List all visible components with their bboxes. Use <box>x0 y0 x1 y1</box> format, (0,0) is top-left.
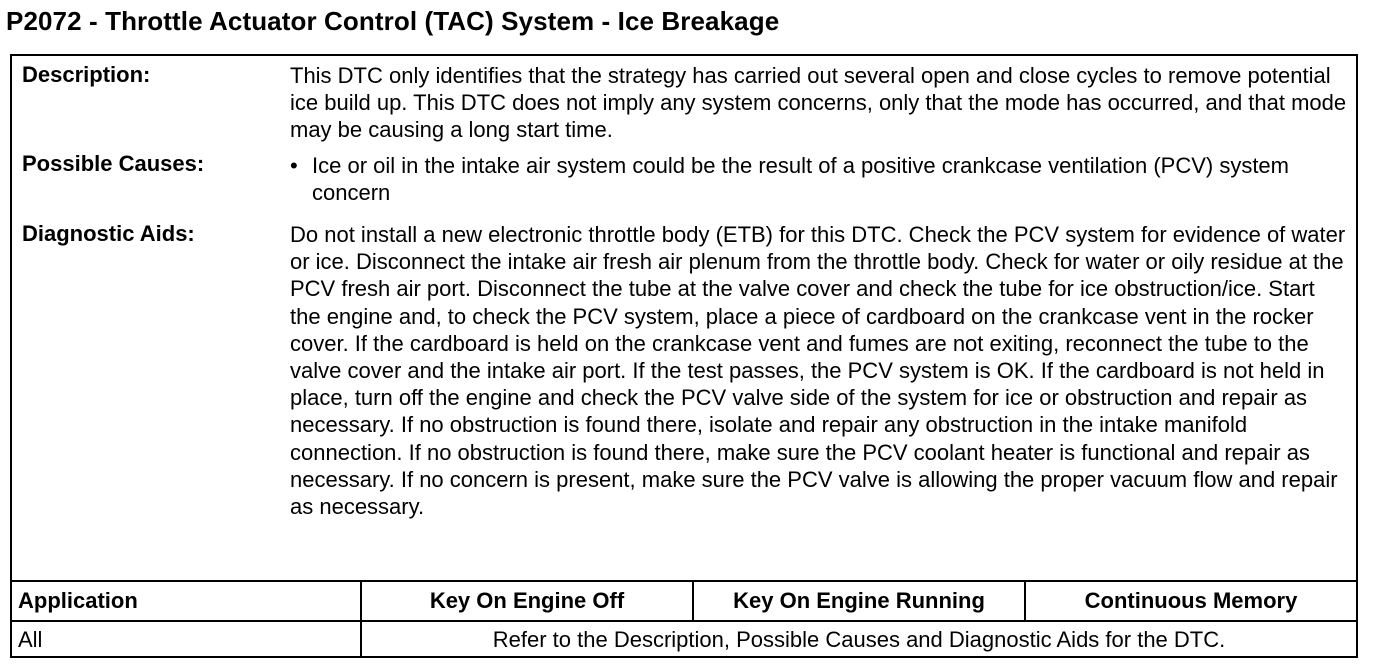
description-text: This DTC only identifies that the strategy has carried out several open and close cycles to remove potential ice build up. This DTC does not imply any system concerns, only that the mode has occurred, and that mode may be causing a long start time. <box>290 63 1347 143</box>
description-label: Description: <box>22 62 151 87</box>
application-note: Refer to the Description, Possible Causes and Diagnostic Aids for the DTC. <box>492 627 1226 652</box>
possible-causes-list <box>290 152 1350 206</box>
bullet-icon: • <box>290 153 298 178</box>
dtc-info-box <box>10 54 1358 658</box>
header-key-on-engine-off: Key On Engine Off <box>362 582 694 620</box>
page-title: P2072 - Throttle Actuator Control (TAC) System - Ice Breakage <box>6 6 780 36</box>
diagnostic-aids-text: Do not install a new electronic throttle body (ETB) for this DTC. Check the PCV system for evidence of water or ice. Disconnect the intake air fresh air plenum from the throttle body. Check for water or oily residue at the PCV fresh air port. Disconnect the tube at the valve cover and check the tube for ice obstruction/ice. Start the engine and, to check the PCV system, place a piece of cardboard on the crankcase vent in the rocker cover. If the cardboard is held on the crankcase vent and fumes are not exiting, reconnect the tube to the valve cover and the intake air port. If the test passes, the PCV system is OK. If the cardboard is not held in place, turn off the engine and check the PCV valve side of the system for ice or obstruction and repair as necessary. If no obstruction is found there, isolate and repair any obstruction in the intake manifold connection. If no obstruction is found there, make sure the PCV coolant heater is functional and repair as necessary. If no concern is present, make sure the PCV valve is allowing the proper vacuum flow and repair as necessary. <box>290 222 1346 520</box>
application-value: All <box>12 622 362 658</box>
application-table <box>12 580 1356 658</box>
list-item <box>290 152 1350 206</box>
header-key-on-engine-running: Key On Engine Running <box>694 582 1026 620</box>
diagnostic-aids-label: Diagnostic Aids: <box>22 221 195 246</box>
header-application: Application <box>12 582 362 620</box>
cause-text: Ice or oil in the intake air system could be the result of a positive crankcase ventilation (PCV) system concern <box>312 153 1289 206</box>
possible-causes-label: Possible Causes: <box>22 151 205 176</box>
table-row <box>12 620 1356 658</box>
header-continuous-memory: Continuous Memory <box>1084 588 1298 613</box>
